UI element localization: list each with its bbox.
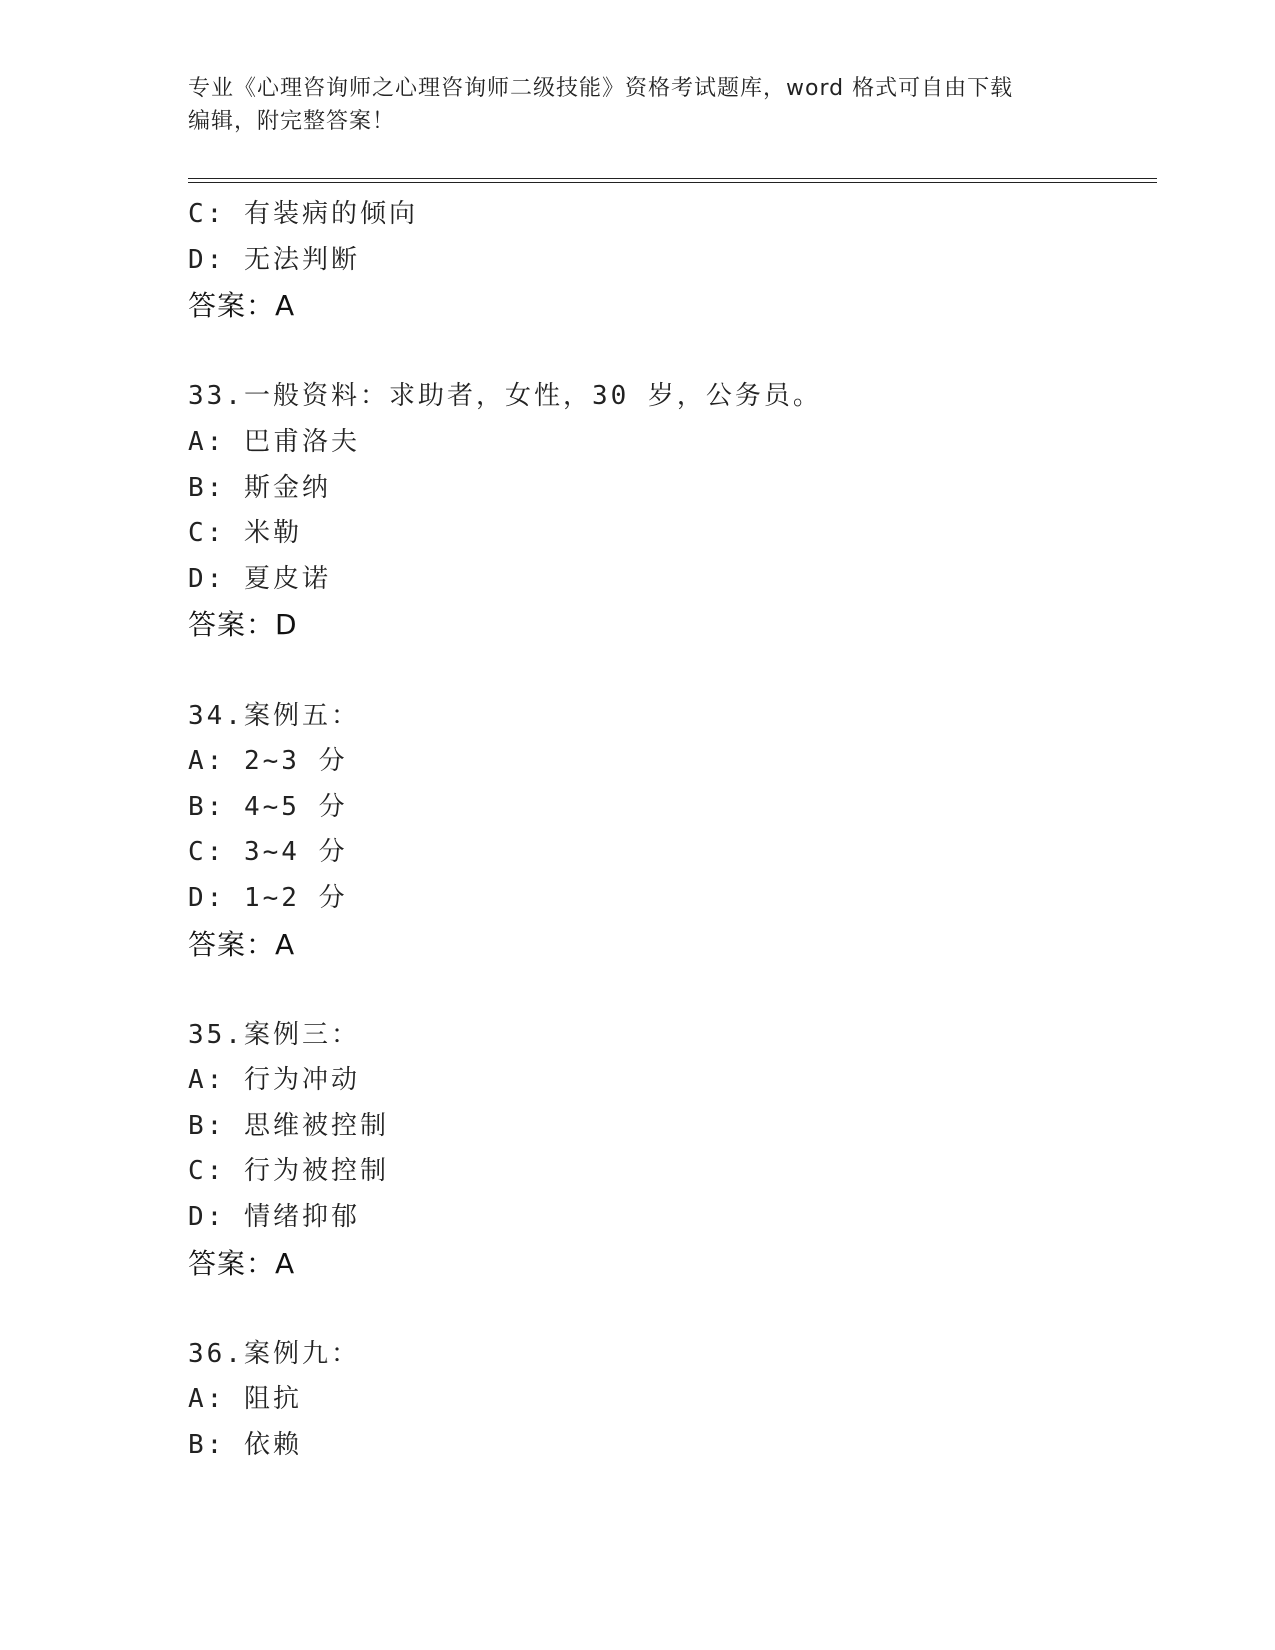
- question-list: [188, 192, 1148, 1469]
- header-double-rule: [188, 178, 1157, 183]
- spacer: [188, 648, 1148, 694]
- answer-line: 答案：A: [188, 1246, 296, 1280]
- option-d: D: 情绪抑郁: [188, 1202, 360, 1233]
- option-a: A: 2~3 分: [188, 746, 348, 777]
- question-block-34: [188, 694, 1148, 968]
- question-block-33: [188, 374, 1148, 648]
- question-stem: 33.一般资料：求助者，女性，30 岁，公务员。: [188, 381, 822, 412]
- option-b: B: 4~5 分: [188, 791, 348, 822]
- option-b: B: 斯金纳: [188, 472, 331, 503]
- question-stem: 35.案例三：: [188, 1019, 360, 1050]
- option-a: A: 阻抗: [188, 1384, 302, 1415]
- option-c: C: 行为被控制: [188, 1156, 389, 1187]
- question-block-35: [188, 1013, 1148, 1287]
- answer-line: 答案：A: [188, 927, 296, 961]
- answer-line: 答案：D: [188, 608, 298, 642]
- option-a: A: 巴甫洛夫: [188, 426, 360, 457]
- option-c: C: 米勒: [188, 518, 302, 549]
- option-d: D: 无法判断: [188, 244, 360, 275]
- option-a: A: 行为冲动: [188, 1065, 360, 1096]
- header-line-2: 编辑，附完整答案！: [188, 109, 396, 134]
- answer-line: 答案：A: [188, 289, 296, 323]
- question-block-32: [188, 192, 1148, 329]
- document-header: [188, 72, 1088, 138]
- question-stem: 34.案例五：: [188, 700, 360, 731]
- spacer: [188, 1286, 1148, 1332]
- option-d: D: 夏皮诺: [188, 563, 331, 594]
- option-d: D: 1~2 分: [188, 882, 348, 913]
- question-block-36: [188, 1332, 1148, 1469]
- option-c: C: 3~4 分: [188, 837, 348, 868]
- question-stem: 36.案例九：: [188, 1338, 360, 1369]
- header-line-1: 专业《心理咨询师之心理咨询师二级技能》资格考试题库，word 格式可自由下载: [188, 76, 1014, 101]
- spacer: [188, 329, 1148, 375]
- option-c: C: 有装病的倾向: [188, 199, 418, 229]
- spacer: [188, 967, 1148, 1013]
- option-b: B: 思维被控制: [188, 1110, 389, 1141]
- option-b: B: 依赖: [188, 1430, 302, 1461]
